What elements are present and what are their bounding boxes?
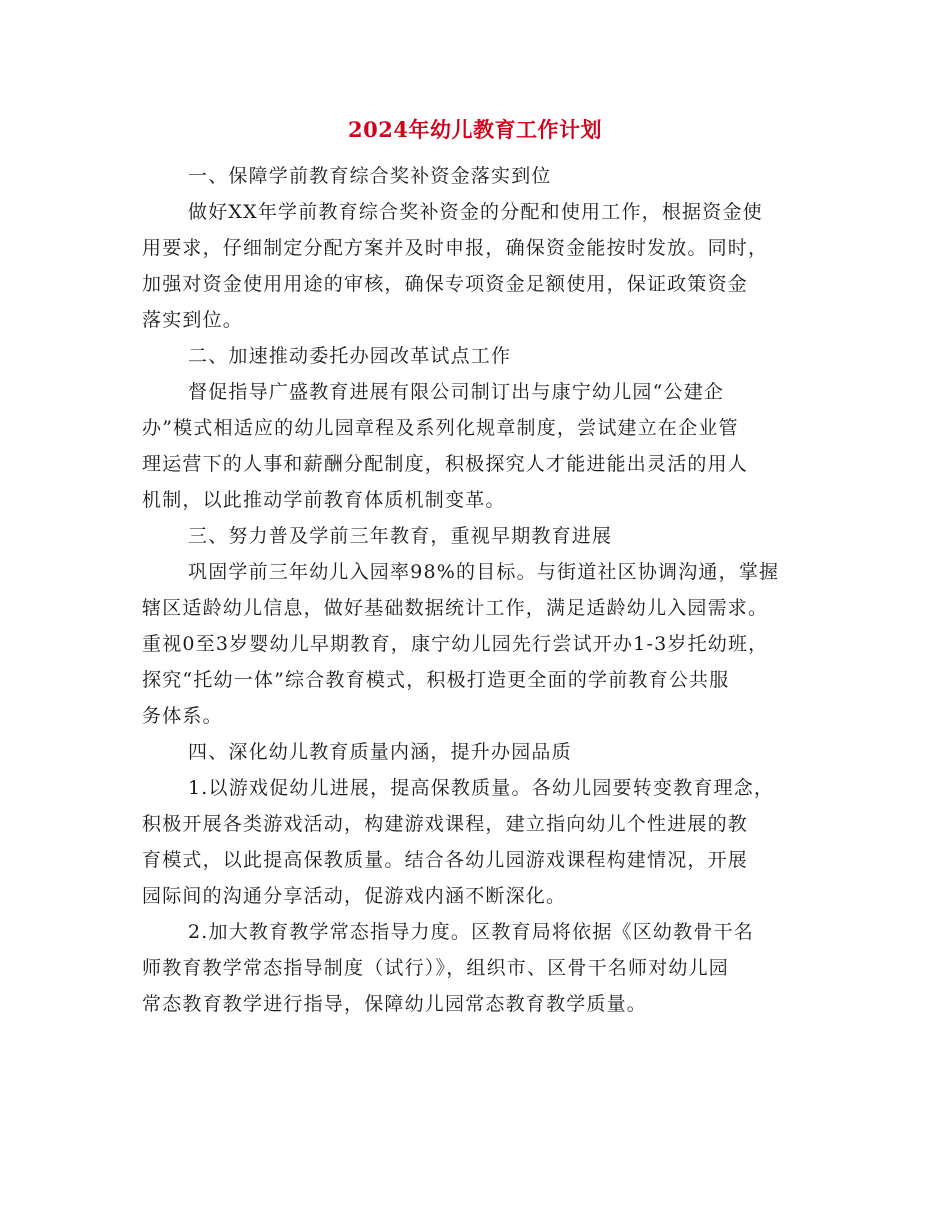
section-heading-3: 三、努力普及学前三年教育，重视早期教育进展 <box>188 525 613 547</box>
paragraph-line: 巩固学前三年幼儿入园率98%的目标。与街道社区协调沟通，掌握 <box>188 561 780 583</box>
document-body <box>142 158 822 1022</box>
document-title: 2024年幼儿教育工作计划 <box>348 117 602 142</box>
paragraph-line: 机制，以此推动学前教育体质机制变革。 <box>142 489 506 511</box>
paragraph-line: 师教育教学常态指导制度（试行）》，组织市、区骨干名师对幼儿园 <box>142 957 730 979</box>
paragraph-line: 园际间的沟通分享活动，促游戏内涵不断深化。 <box>142 885 567 907</box>
section-heading-1: 一、保障学前教育综合奖补资金落实到位 <box>188 165 552 187</box>
paragraph-line: 积极开展各类游戏活动，构建游戏课程，建立指向幼儿个性进展的教 <box>142 813 749 835</box>
paragraph-line: 加强对资金使用用途的审核，确保专项资金足额使用，保证政策资金 <box>142 273 749 295</box>
paragraph-line: 落实到位。 <box>142 309 244 331</box>
paragraph-line: 1.以游戏促幼儿进展，提高保教质量。各幼儿园要转变教育理念， <box>188 777 775 799</box>
paragraph-line: 育模式，以此提高保教质量。结合各幼儿园游戏课程构建情况，开展 <box>142 849 749 871</box>
paragraph-line: 探究“托幼一体”综合教育模式，积极打造更全面的学前教育公共服 <box>142 669 730 691</box>
paragraph-line: 辖区适龄幼儿信息，做好基础数据统计工作，满足适龄幼儿入园需求。 <box>142 597 769 619</box>
paragraph-line: 做好XX年学前教育综合奖补资金的分配和使用工作，根据资金使 <box>188 201 763 223</box>
paragraph-line: 办”模式相适应的幼儿园章程及系列化规章制度，尝试建立在企业管 <box>142 417 739 439</box>
paragraph-line: 2.加大教育教学常态指导力度。区教育局将依据《区幼教骨干名 <box>188 921 754 943</box>
paragraph-line: 常态教育教学进行指导，保障幼儿园常态教育教学质量。 <box>142 993 648 1015</box>
paragraph-line: 督促指导广盛教育进展有限公司制订出与康宁幼儿园“公建企 <box>188 381 725 403</box>
paragraph-line: 务体系。 <box>142 705 223 727</box>
paragraph-line: 用要求，仔细制定分配方案并及时申报，确保资金能按时发放。同时， <box>142 237 769 259</box>
paragraph-line: 重视0至3岁婴幼儿早期教育，康宁幼儿园先行尝试开办1-3岁托幼班， <box>142 633 769 655</box>
paragraph-line: 理运营下的人事和薪酬分配制度，积极探究人才能进能出灵活的用人 <box>142 453 749 475</box>
section-heading-2: 二、加速推动委托办园改革试点工作 <box>188 345 512 367</box>
section-heading-4: 四、深化幼儿教育质量内涵，提升办园品质 <box>188 741 572 763</box>
